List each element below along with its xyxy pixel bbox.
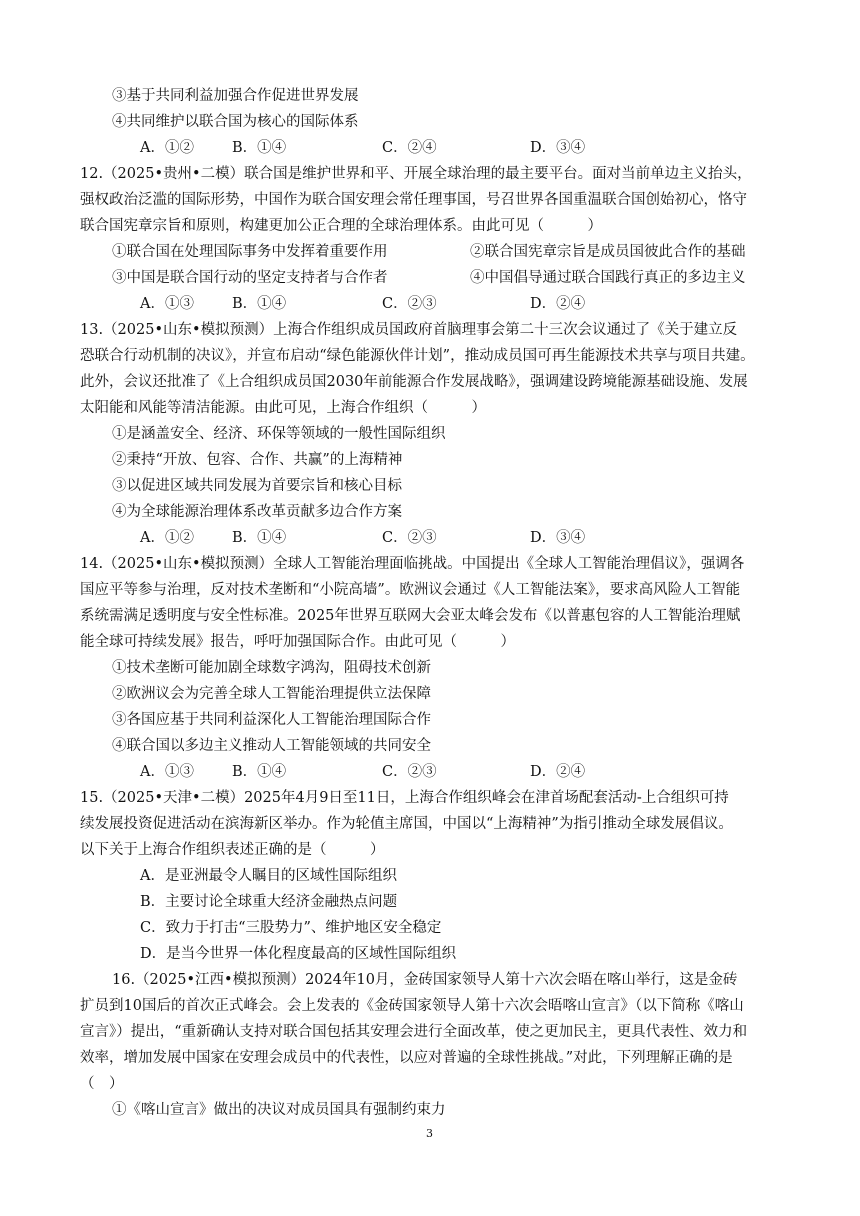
q16-stem-line-4: 效率，增加发展中国家在安理会成员中的代表性，以应对普遍的全球性挑战。”对此，下列理解正确的是 [80,1050,733,1066]
q13-option-a: A．①② [140,530,194,546]
q16-stem-line-1: 16.（2025•江西•模拟预测）2024年10月，金砖国家领导人第十六次会晤在喀山举行，这是金砖 [112,972,738,988]
q16-stem-line-5: （ ） [80,1076,124,1092]
q15-choice-d: D．是当今世界一体化程度最高的区域性国际组织 [140,946,457,962]
q14-option-b: B．①④ [232,764,287,780]
q14-option-c: C．②③ [382,764,437,780]
q12-option-c: C．②③ [382,296,437,312]
q14-option-a: A．①③ [140,764,194,780]
q12-statement-2: ②联合国宪章宗旨是成员国彼此合作的基础 [470,244,746,260]
q14-statement-4: ④联合国以多边主义推动人工智能领域的共同安全 [112,738,431,754]
q14-stem-line-2: 国应平等参与治理，反对技术垄断和“小院高墙”。欧洲议会通过《人工智能法案》，要求高风险人工智能 [80,582,741,598]
q15-choice-b: B．主要讨论全球重大经济金融热点问题 [140,894,398,910]
q16-stem-line-2: 扩员到10国后的首次正式峰会。会上发表的《金砖国家领导人第十六次会晤喀山宣言》（以下简称《喀山 [80,998,744,1014]
q14-stem-line-1: 14.（2025•山东•模拟预测）全球人工智能治理面临挑战。中国提出《全球人工智能治理倡议》，强调各 [80,556,745,572]
q14-stem-line-3: 系统需满足透明度与安全性标准。2025年世界互联网大会亚太峰会发布《以普惠包容的人工智能治理赋 [80,608,741,624]
q14-statement-1: ①技术垄断可能加剧全球数字鸿沟，阻碍技术创新 [112,660,431,676]
q12-option-a: A．①③ [140,296,194,312]
q15-choice-c: C．致力于打击“三股势力”、维护地区安全稳定 [140,920,442,936]
q13-statement-3: ③以促进区域共同发展为首要宗旨和核心目标 [112,478,402,494]
q11-option-c: C．②④ [382,140,437,156]
q12-statement-3: ③中国是联合国行动的坚定支持者与合作者 [112,270,388,286]
q12-option-d: D．②④ [530,296,586,312]
q16-statement-1: ①《喀山宣言》做出的决议对成员国具有强制约束力 [112,1102,446,1118]
q13-option-d: D．③④ [530,530,586,546]
q15-stem-line-2: 续发展投资促进活动在滨海新区举办。作为轮值主席国，中国以“上海精神”为指引推动全球发展倡议。 [80,816,733,832]
q12-option-b: B．①④ [232,296,287,312]
q14-stem-line-4: 能全球可持续发展》报告，呼吁加强国际合作。由此可见（ ） [80,634,515,650]
page-number: 3 [426,1127,433,1140]
q14-statement-3: ③各国应基于共同利益深化人工智能治理国际合作 [112,712,431,728]
q11-option-b: B．①④ [232,140,287,156]
q15-stem-line-3: 以下关于上海合作组织表述正确的是（ ） [80,842,385,858]
q11-statement-4: ④共同维护以联合国为核心的国际体系 [112,114,359,130]
q12-stem-line-1: 12.（2025•贵州•二模）联合国是维护世界和平、开展全球治理的最主要平台。面对当前单边主义抬头， [80,166,752,182]
q14-statement-2: ②欧洲议会为完善全球人工智能治理提供立法保障 [112,686,431,702]
q16-stem-line-3: 宣言》）提出，“重新确认支持对联合国包括其安理会进行全面改革，使之更加民主，更具代表性、效力和 [80,1024,748,1040]
q14-option-d: D．②④ [530,764,586,780]
q12-statement-4: ④中国倡导通过联合国践行真正的多边主义 [470,270,746,286]
q13-stem-line-2: 恐联合行动机制的决议》，并宣布启动“绿色能源伙伴计划”，推动成员国可再生能源技术共享与项目共建。 [80,348,755,364]
q13-stem-line-1: 13.（2025•山东•模拟预测）上海合作组织成员国政府首脑理事会第二十三次会议通过了《关于建立反 [80,322,738,338]
q13-statement-2: ②秉持“开放、包容、合作、共赢”的上海精神 [112,452,403,468]
q13-option-c: C．②③ [382,530,437,546]
q15-choice-a: A．是亚洲最令人瞩目的区域性国际组织 [140,868,397,884]
q13-option-b: B．①④ [232,530,287,546]
q13-stem-line-4: 太阳能和风能等清洁能源。由此可见，上海合作组织（ ） [80,400,486,416]
q11-option-d: D．③④ [530,140,586,156]
q12-stem-line-3: 联合国宪章宗旨和原则，构建更加公正合理的全球治理体系。由此可见（ ） [80,218,602,234]
q13-statement-4: ④为全球能源治理体系改革贡献多边合作方案 [112,504,402,520]
q12-statement-1: ①联合国在处理国际事务中发挥着重要作用 [112,244,388,260]
q11-statement-3: ③基于共同利益加强合作促进世界发展 [112,88,359,104]
q13-stem-line-3: 此外，会议还批准了《上合组织成员国2030年前能源合作发展战略》，强调建设跨境能源基础设施、发展 [80,374,748,390]
q13-statement-1: ①是涵盖安全、经济、环保等领域的一般性国际组织 [112,426,446,442]
q15-stem-line-1: 15.（2025•天津•二模）2025年4月9日至11日，上海合作组织峰会在津首场配套活动-上合组织可持 [80,790,729,806]
q11-option-a: A．①② [140,140,194,156]
q12-stem-line-2: 强权政治泛滥的国际形势，中国作为联合国安理会常任理事国，号召世界各国重温联合国创始初心，恪守 [80,192,747,208]
